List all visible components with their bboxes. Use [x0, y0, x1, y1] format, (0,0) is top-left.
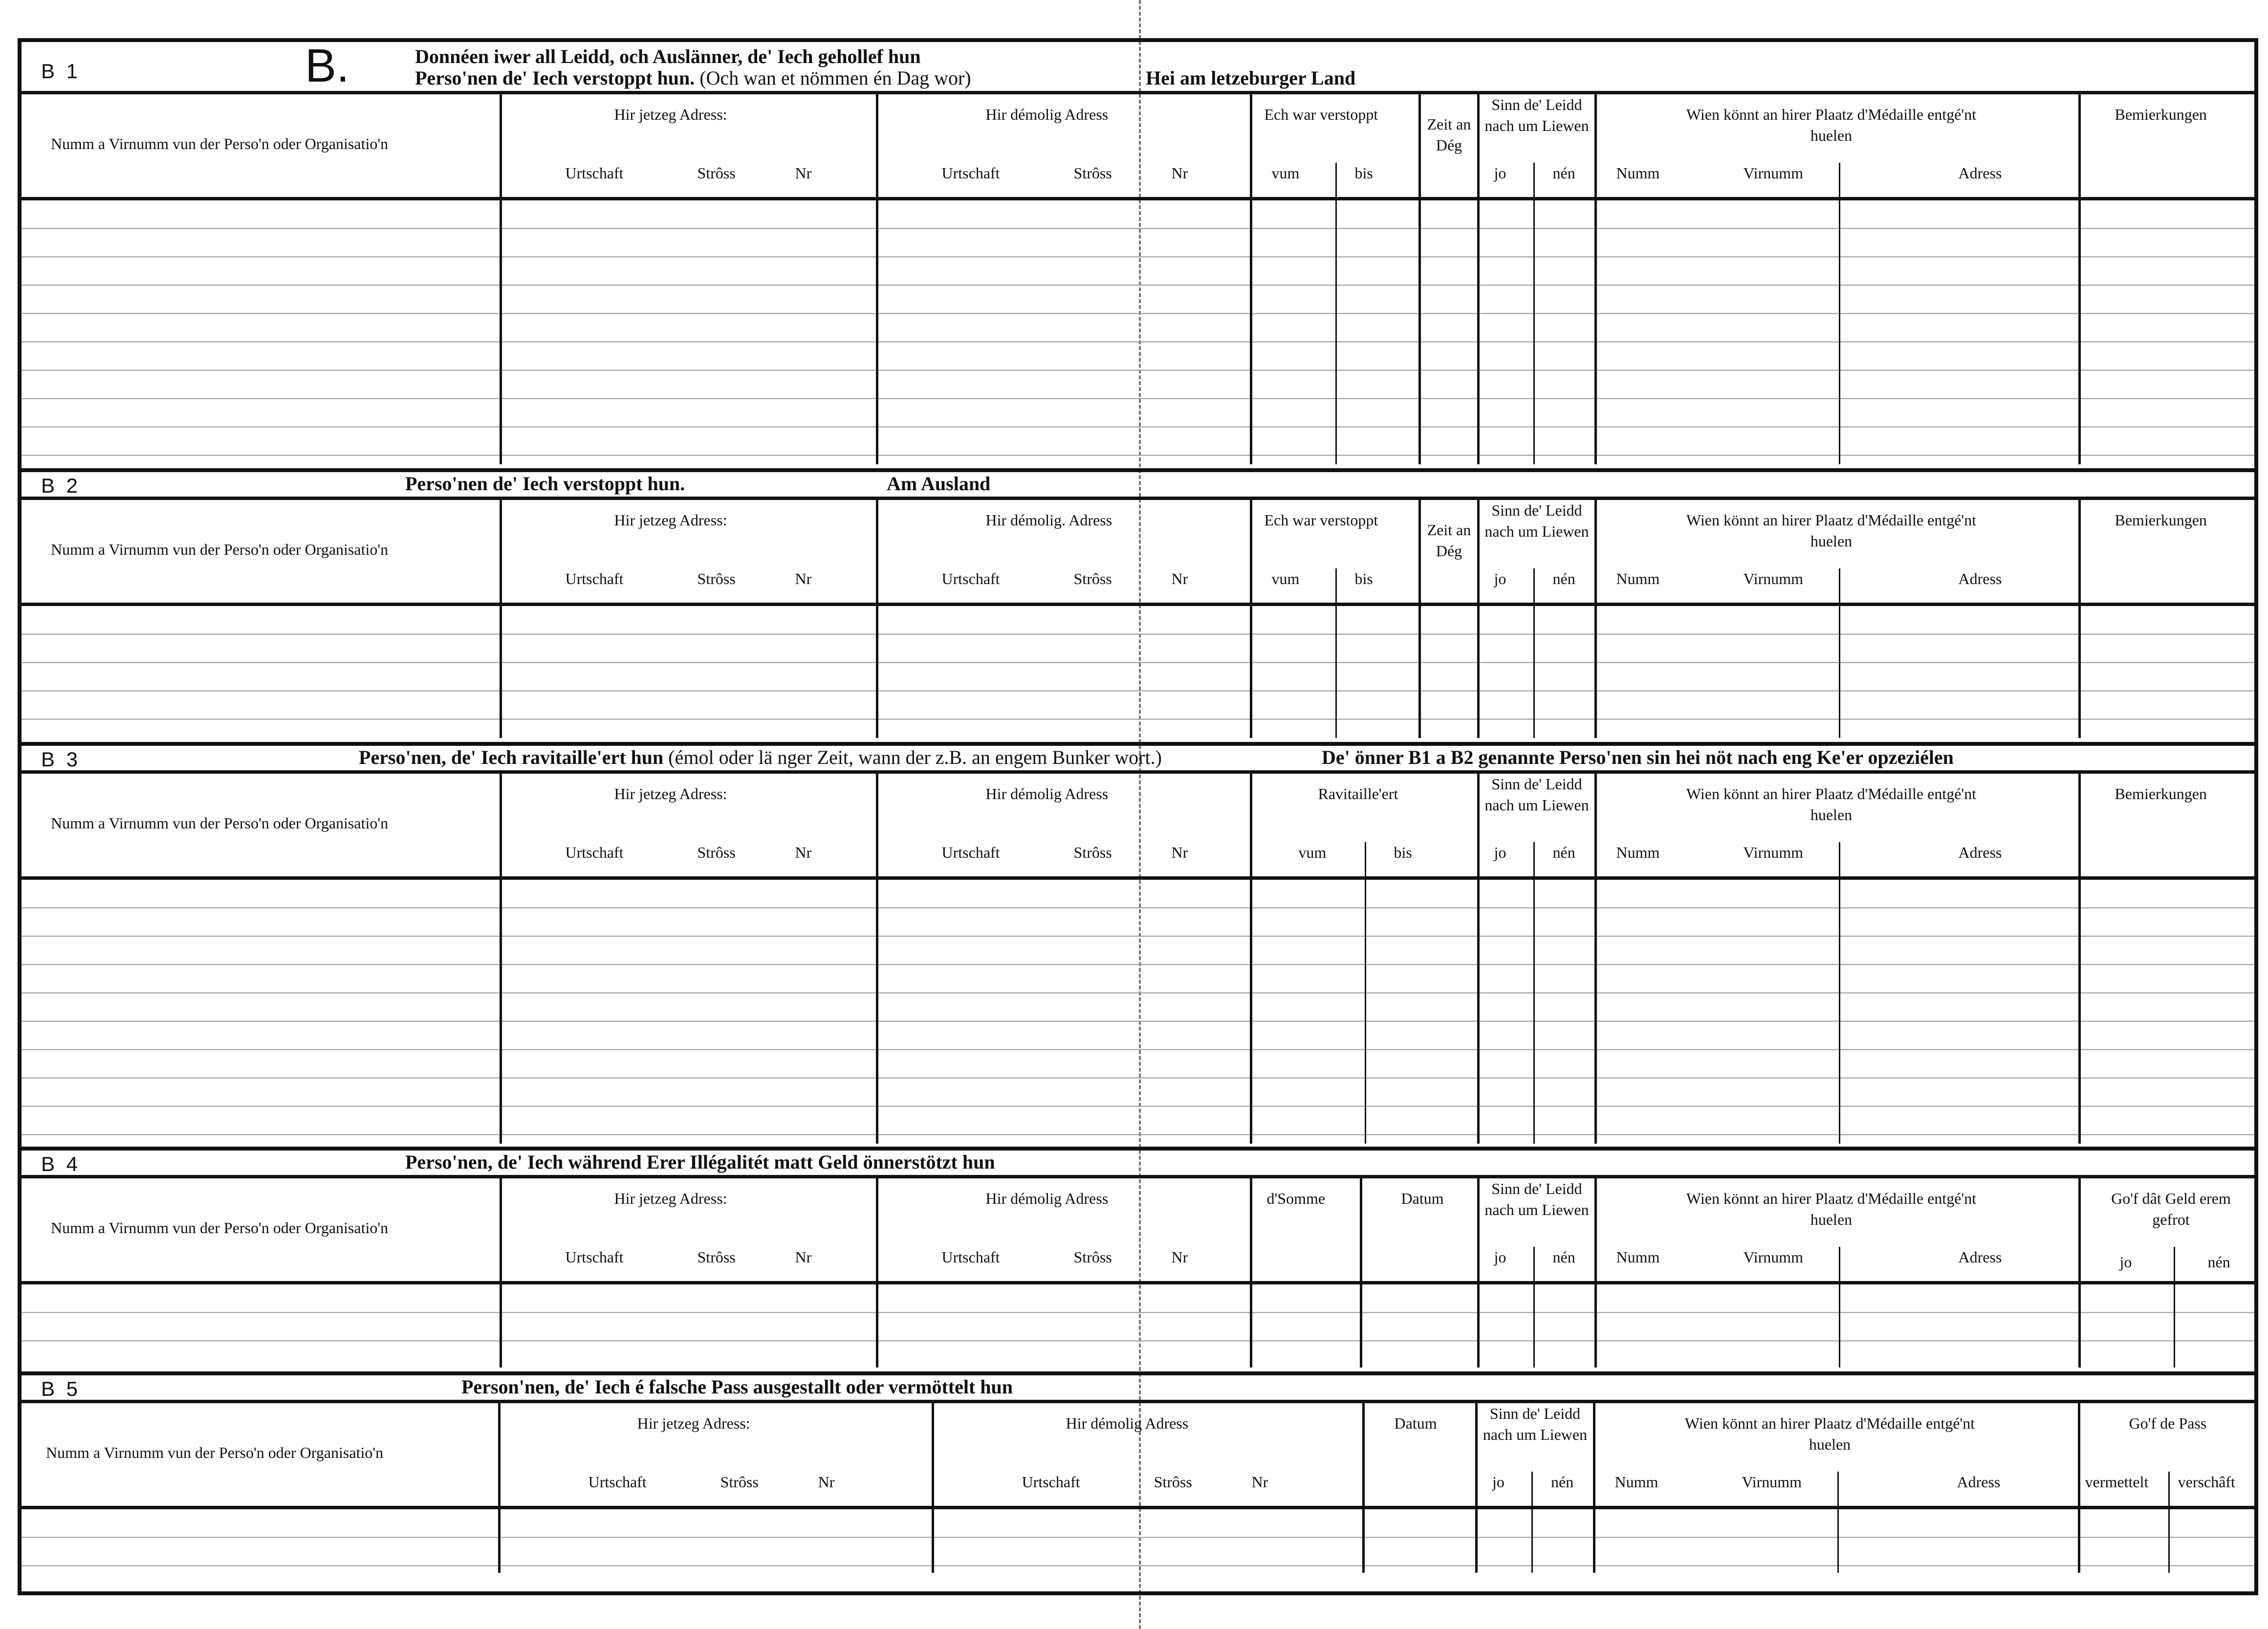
entry-cell[interactable]: [1478, 199, 1595, 465]
label: Bemierkungen: [2115, 511, 2207, 529]
label: Wien könnt an hirer Plaatz d'Médaille entgé'nt huelen: [1684, 1414, 1975, 1454]
label: Nr: [1171, 570, 1188, 587]
label: Zeit an Dég: [1427, 521, 1471, 560]
col-name-label: Numm a Virnumm vun der Perso'n oder Organisatio'n: [51, 135, 389, 152]
entry-cell[interactable]: [877, 605, 1251, 738]
label: Urtschaft: [588, 1473, 647, 1491]
label: Nr: [795, 844, 812, 861]
divider: [1837, 1472, 1839, 1506]
entry-cell[interactable]: [1251, 878, 1478, 1144]
entry-cell[interactable]: [501, 878, 877, 1144]
section-b3: [22, 742, 2254, 1151]
label: Numm: [1616, 1248, 1660, 1266]
divider: [1839, 842, 1840, 876]
label: vum: [1298, 844, 1327, 861]
col-time: [1419, 94, 1478, 199]
entry-cell[interactable]: [22, 199, 501, 465]
divider: [1335, 163, 1337, 197]
title-note: (émol oder lä nger Zeit, wann der z.B. an engem Bunker wort.): [668, 746, 1162, 768]
col-hidden: [1251, 94, 1419, 199]
col-old-address: [877, 1178, 1251, 1283]
label: jo: [1494, 164, 1506, 182]
entry-cell[interactable]: [877, 1283, 1251, 1368]
label: Strôss: [1073, 570, 1112, 587]
label: Urtschaft: [941, 570, 1000, 587]
header-row: [22, 1403, 2254, 1508]
table-b3: [22, 774, 2254, 1144]
entry-rows: [22, 199, 2254, 465]
col-old-address: [877, 500, 1251, 605]
col-time: [1419, 500, 1478, 605]
entry-cell[interactable]: [1476, 1508, 1594, 1573]
label: Bemierkungen: [2115, 106, 2207, 123]
entry-cell[interactable]: [933, 1508, 1364, 1573]
label: vum: [1271, 570, 1300, 587]
label: bis: [1354, 570, 1373, 587]
section-b4-header: [22, 1151, 2254, 1178]
label: Virnumm: [1743, 570, 1804, 587]
section-code: B 2: [41, 474, 81, 497]
col-sinn: [1478, 774, 1595, 878]
divider: [1533, 842, 1535, 876]
section-title-right: Am Ausland: [887, 473, 991, 495]
label: Nr: [1171, 164, 1188, 182]
label: nén: [1552, 570, 1575, 587]
label: Adress: [1957, 1473, 2001, 1491]
label: Urtschaft: [565, 844, 624, 861]
divider: [1839, 1284, 1840, 1368]
divider: [1365, 880, 1366, 1144]
section-b1-header: [22, 42, 2254, 94]
divider: [2174, 1284, 2175, 1368]
divider: [1839, 163, 1840, 197]
table-b4: [22, 1178, 2254, 1368]
entry-cell[interactable]: [1594, 1508, 2079, 1573]
section-b3-header: [22, 746, 2254, 774]
header-row: [22, 1178, 2254, 1283]
label: Ech war verstoppt: [1264, 511, 1378, 529]
entry-cell[interactable]: [1478, 605, 1595, 738]
label: Virnumm: [1743, 844, 1804, 861]
label: Numm a Virnumm vun der Perso'n oder Organisatio'n: [51, 1219, 389, 1237]
divider: [2174, 1247, 2175, 1281]
entry-rows: [22, 1508, 2254, 1573]
divider: [1335, 606, 1337, 738]
section-code: B 1: [41, 60, 81, 83]
col-date: [1361, 1178, 1478, 1283]
label: bis: [1394, 844, 1412, 861]
label: Urtschaft: [941, 1248, 1000, 1266]
section-letter: B.: [305, 40, 349, 92]
entry-cell[interactable]: [2079, 1508, 2254, 1573]
label: Numm: [1616, 570, 1660, 587]
label: jo: [1492, 1473, 1505, 1491]
divider: [1839, 1247, 1840, 1281]
entry-cell[interactable]: [1251, 1283, 1361, 1368]
entry-cell[interactable]: [2079, 878, 2254, 1144]
divider: [1335, 568, 1337, 603]
label: Bemierkungen: [2115, 785, 2207, 803]
divider: [1533, 606, 1535, 738]
label: nén: [1552, 1248, 1575, 1266]
entry-cell[interactable]: [1419, 199, 1478, 465]
label: Sinn de' Leidd nach um Liewen: [1484, 501, 1589, 541]
label: Numm: [1616, 164, 1660, 182]
label: Hir démolig Adress: [985, 106, 1109, 123]
label: Adress: [1958, 844, 2002, 861]
section-b1: [22, 42, 2254, 468]
divider: [1837, 1509, 1839, 1573]
col-medal: [1595, 1178, 2079, 1283]
section-title: Perso'nen, de' Iech während Erer Illégalitét matt Geld önnerstötzt hun: [405, 1151, 995, 1173]
label: Hir démolig Adress: [985, 785, 1109, 803]
col-medal: [1594, 1403, 2079, 1508]
section-b2: [22, 468, 2254, 746]
entry-cell[interactable]: [1419, 605, 1478, 738]
divider: [1533, 163, 1535, 197]
label: Strôss: [720, 1473, 759, 1491]
label: Ech war verstoppt: [1264, 106, 1378, 123]
entry-cell[interactable]: [22, 1508, 499, 1573]
label: Sinn de' Leidd nach um Liewen: [1484, 96, 1589, 135]
col-remarks: [2079, 94, 2254, 199]
label: Sinn de' Leidd nach um Liewen: [1484, 1180, 1589, 1219]
label: nén: [1552, 164, 1575, 182]
divider: [1533, 880, 1535, 1144]
col-medal: [1595, 94, 2079, 199]
label: Sinn de' Leidd nach um Liewen: [1483, 1405, 1588, 1444]
col-sinn: [1478, 1178, 1595, 1283]
col-name: [22, 774, 501, 878]
col-remarks: [2079, 774, 2254, 878]
label: Strôss: [1073, 1248, 1112, 1266]
divider: [1533, 200, 1535, 464]
col-now-address: [501, 774, 877, 878]
col-date: [1364, 1403, 1477, 1508]
col-sinn: [1478, 500, 1595, 605]
entry-cell[interactable]: [1478, 878, 1595, 1144]
label: Nr: [1171, 1248, 1188, 1266]
label: Strôss: [697, 844, 736, 861]
entry-cell[interactable]: [2079, 1283, 2254, 1368]
col-name: [22, 94, 501, 199]
section-title: [359, 746, 1162, 769]
label: Hir démolig Adress: [985, 1190, 1109, 1207]
title-note: (Och wan et nömmen én Dag wor): [699, 67, 971, 89]
label: Wien könnt an hirer Plaatz d'Médaille entgé'nt huelen: [1686, 785, 1977, 824]
entry-cell[interactable]: [1595, 1283, 2079, 1368]
entry-cell[interactable]: [2079, 199, 2254, 465]
label: vum: [1271, 164, 1300, 182]
label: Urtschaft: [941, 844, 1000, 861]
label: Urtschaft: [941, 164, 1000, 182]
label: Numm: [1614, 1473, 1658, 1491]
entry-rows: [22, 1283, 2254, 1368]
label: Adress: [1958, 570, 2002, 587]
divider: [1839, 606, 1840, 738]
entry-cell[interactable]: [22, 1283, 501, 1368]
entry-cell[interactable]: [1595, 605, 2079, 738]
label: Strôss: [697, 1248, 736, 1266]
label: Nr: [795, 164, 812, 182]
label: Strôss: [1154, 1473, 1192, 1491]
label: Nr: [1171, 844, 1188, 861]
divider: [2168, 1509, 2170, 1573]
label: Sinn de' Leidd nach um Liewen: [1484, 775, 1589, 814]
section-title: Person'nen, de' Iech é falsche Pass ausgestallt oder vermöttelt hun: [461, 1376, 1013, 1398]
col-medal: [1595, 774, 2079, 878]
entry-cell[interactable]: [1361, 1283, 1478, 1368]
entry-cell[interactable]: [499, 1508, 933, 1573]
section-title-right: Hei am letzeburger Land: [1146, 67, 1356, 89]
table-b2: [22, 500, 2254, 738]
label: Wien könnt an hirer Plaatz d'Médaille entgé'nt huelen: [1686, 106, 1977, 145]
section-title-line2: [415, 66, 971, 89]
label: Go'f dât Geld erem gefrot: [2111, 1190, 2231, 1229]
entry-cell[interactable]: [501, 605, 877, 738]
col-now-address: [501, 94, 877, 199]
label: Ravitaille'ert: [1318, 785, 1398, 803]
label: Numm a Virnumm vun der Perso'n oder Organisatio'n: [51, 541, 389, 558]
label: Datum: [1394, 1414, 1437, 1432]
entry-cell[interactable]: [22, 878, 501, 1144]
col-now-address: [499, 1403, 933, 1508]
label: Virnumm: [1743, 1248, 1804, 1266]
section-title-line1: Donnéen iwer all Leidd, och Auslänner, de' Iech gehollef hun: [415, 45, 921, 67]
label: Virnumm: [1742, 1473, 1802, 1491]
label: Hir jetzeg Adress:: [614, 1190, 727, 1207]
col-name: [22, 1178, 501, 1283]
label: jo: [1494, 844, 1506, 861]
divider: [1335, 200, 1337, 464]
label: d'Somme: [1266, 1190, 1326, 1207]
divider: [1533, 1284, 1535, 1368]
divider: [1365, 842, 1366, 876]
label: Strôss: [1073, 844, 1112, 861]
label: Zeit an Dég: [1427, 115, 1471, 154]
col-medal: [1595, 500, 2079, 605]
col-now-address: [501, 1178, 877, 1283]
section-title: Perso'nen de' Iech verstoppt hun.: [405, 473, 685, 495]
divider: [1533, 1247, 1535, 1281]
entry-rows: [22, 878, 2254, 1144]
label: Nr: [795, 570, 812, 587]
section-b2-header: [22, 472, 2254, 500]
section-code: B 4: [41, 1152, 81, 1175]
divider: [1839, 200, 1840, 464]
entry-cell[interactable]: [22, 605, 501, 738]
divider: [1839, 568, 1840, 603]
label: Wien könnt an hirer Plaatz d'Médaille entgé'nt huelen: [1686, 511, 1977, 550]
label: Hir jetzeg Adress:: [614, 785, 727, 803]
col-hidden: [1251, 500, 1419, 605]
label: vermettelt: [2085, 1473, 2149, 1491]
col-sinn: [1476, 1403, 1594, 1508]
section-b4: [22, 1147, 2254, 1375]
label: Numm a Virnumm vun der Perso'n oder Organisatio'n: [46, 1444, 384, 1461]
entry-cell[interactable]: [501, 199, 877, 465]
label: verschâft: [2178, 1473, 2235, 1491]
divider: [2168, 1472, 2170, 1506]
header-row: [22, 500, 2254, 605]
section-code: B 3: [41, 748, 81, 771]
label: nén: [1552, 844, 1575, 861]
col-remarks: [2079, 500, 2254, 605]
col-name: [22, 500, 501, 605]
header-row: [22, 94, 2254, 199]
label: Urtschaft: [1022, 1473, 1080, 1491]
label: Wien könnt an hirer Plaatz d'Médaille entgé'nt huelen: [1686, 1190, 1977, 1229]
entry-cell[interactable]: [1251, 199, 1419, 465]
col-old-address: [933, 1403, 1364, 1508]
col-money-returned: [2079, 1178, 2254, 1283]
label: Datum: [1401, 1190, 1444, 1207]
label: Adress: [1958, 164, 2002, 182]
label: Strôss: [697, 570, 736, 587]
table-b1: [22, 94, 2254, 464]
label: jo: [1494, 1248, 1506, 1266]
divider: [1533, 568, 1535, 603]
header-row: [22, 774, 2254, 878]
label: Urtschaft: [565, 570, 624, 587]
form-frame: [18, 38, 2258, 1595]
table-b5: [22, 1403, 2254, 1573]
title-text: Perso'nen de' Iech verstoppt hun.: [415, 67, 695, 89]
col-sinn: [1478, 94, 1595, 199]
label: Nr: [1251, 1473, 1268, 1491]
entry-cell[interactable]: [1595, 199, 2079, 465]
entry-rows: [22, 605, 2254, 738]
col-pass: [2079, 1403, 2254, 1508]
section-title-right: De' önner B1 a B2 genannte Perso'nen sin hei nöt nach eng Ke'er opzeziélen: [1322, 746, 1954, 768]
label: bis: [1354, 164, 1373, 182]
label: Numm: [1616, 844, 1660, 861]
label: Adress: [1958, 1248, 2002, 1266]
entry-cell[interactable]: [1478, 1283, 1595, 1368]
label: jo: [1494, 570, 1506, 587]
label: jo: [2119, 1253, 2132, 1271]
label: Hir démolig Adress: [1066, 1414, 1189, 1432]
entry-cell[interactable]: [877, 878, 1251, 1144]
label: Strôss: [1073, 164, 1112, 182]
label: nén: [2207, 1253, 2230, 1271]
entry-cell[interactable]: [501, 1283, 877, 1368]
label: Nr: [818, 1473, 835, 1491]
title-text: Perso'nen, de' Iech ravitaille'ert hun: [359, 746, 664, 768]
col-supplied: [1251, 774, 1478, 878]
col-sum: [1251, 1178, 1361, 1283]
section-b5: [22, 1371, 2254, 1595]
label: Go'f de Pass: [2129, 1414, 2207, 1432]
section-b5-header: [22, 1375, 2254, 1403]
label: Hir jetzeg Adress:: [637, 1414, 750, 1432]
col-now-address: [501, 500, 877, 605]
entry-cell[interactable]: [1251, 605, 1419, 738]
entry-cell[interactable]: [2079, 605, 2254, 738]
divider: [1531, 1472, 1533, 1506]
label: Strôss: [697, 164, 736, 182]
label: Nr: [795, 1248, 812, 1266]
label: nén: [1550, 1473, 1574, 1491]
divider: [1531, 1509, 1533, 1573]
label: Urtschaft: [565, 1248, 624, 1266]
label: Numm a Virnumm vun der Perso'n oder Organisatio'n: [51, 814, 389, 832]
label: Virnumm: [1743, 164, 1804, 182]
entry-cell[interactable]: [877, 199, 1251, 465]
label: Hir jetzeg Adress:: [614, 511, 727, 529]
label: Hir démolig. Adress: [985, 511, 1112, 529]
label: Urtschaft: [565, 164, 624, 182]
label: Hir jetzeg Adress:: [614, 106, 727, 123]
section-code: B 5: [41, 1377, 81, 1400]
col-old-address: [877, 94, 1251, 199]
divider: [1839, 880, 1840, 1144]
col-old-address: [877, 774, 1251, 878]
col-name: [22, 1403, 499, 1508]
entry-cell[interactable]: [1364, 1508, 1477, 1573]
entry-cell[interactable]: [1595, 878, 2079, 1144]
